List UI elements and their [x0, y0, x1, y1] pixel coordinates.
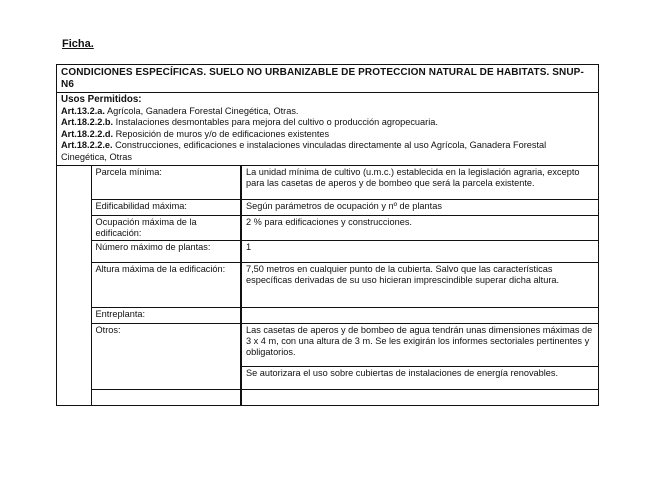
param-label: Ocupación máxima de la edificación:: [91, 215, 241, 240]
table-title: CONDICIONES ESPECÍFICAS. SUELO NO URBANIZABLE DE PROTECCION NATURAL DE HABITATS. SNUP-N6: [57, 65, 598, 93]
table-row: [57, 166, 598, 200]
param-value: Según parámetros de ocupación y nº de plantas: [241, 199, 598, 215]
parameters-table: [57, 166, 598, 405]
param-value: 2 % para edificaciones y construcciones.: [241, 215, 598, 240]
param-value: La unidad mínima de cultivo (u.m.c.) establecida en la legislación agraria, excepto para las casetas de aperos y de bombeo que será la parcela existente.: [246, 166, 580, 188]
param-label: Número máximo de plantas:: [91, 240, 241, 262]
ficha-heading: Ficha.: [62, 38, 94, 50]
param-label: Parcela mínima:: [91, 166, 241, 200]
uso-code: Art.18.2.2.e.: [61, 140, 113, 151]
param-label: Edificabilidad máxima:: [91, 199, 241, 215]
uso-item: [61, 117, 594, 129]
usos-permitidos-section: [57, 93, 598, 166]
table-row: [57, 240, 598, 262]
uso-text: Reposición de muros y/o de edificaciones existentes: [113, 128, 330, 139]
table-row: [57, 323, 598, 366]
table-row: [57, 389, 598, 405]
param-label: Altura máxima de la edificación:: [91, 262, 241, 307]
param-value-empty: [241, 389, 598, 405]
uso-text: Agrícola, Ganadera Forestal Cinegética, Otras.: [104, 105, 299, 116]
uso-code: Art.13.2.a.: [61, 105, 105, 116]
uso-item: [61, 129, 594, 141]
uso-text: Construcciones, edificaciones e instalaciones vinculadas directamente al uso Agrícola, Ganadera Forestal Cinegética, Otras: [61, 140, 547, 162]
table-row: [57, 307, 598, 323]
table-row: [57, 262, 598, 307]
conditions-table: [56, 64, 599, 406]
table-row: [57, 215, 598, 240]
param-label: Entreplanta:: [91, 307, 241, 323]
param-label: Otros:: [91, 323, 241, 389]
uso-code: Art.18.2.2.d.: [61, 128, 114, 139]
table-row: [57, 199, 598, 215]
param-value: 1: [241, 240, 598, 262]
param-value: 7,50 metros en cualquier punto de la cubierta. Salvo que las características específicas derivadas de su uso hicieran imprescindible superar dicha altura.: [241, 262, 598, 307]
param-value: Las casetas de aperos y de bombeo de agua tendrán unas dimensiones máximas de 3 x 4 m, con una altura de 3 m. Se les exigirán los informes sectoriales pertinentes y obligatorios.: [241, 323, 598, 366]
uso-item: [61, 106, 594, 118]
uso-text: Instalaciones desmontables para mejora del cultivo o producción agropecuaria.: [113, 117, 438, 128]
uso-item: [61, 140, 594, 163]
usos-header: Usos Permitidos:: [61, 94, 142, 105]
uso-code: Art.18.2.2.b.: [61, 117, 114, 128]
param-value: Se autorizara el uso sobre cubiertas de instalaciones de energía renovables.: [241, 366, 598, 389]
param-value: [241, 307, 598, 323]
param-label-empty: [91, 389, 241, 405]
